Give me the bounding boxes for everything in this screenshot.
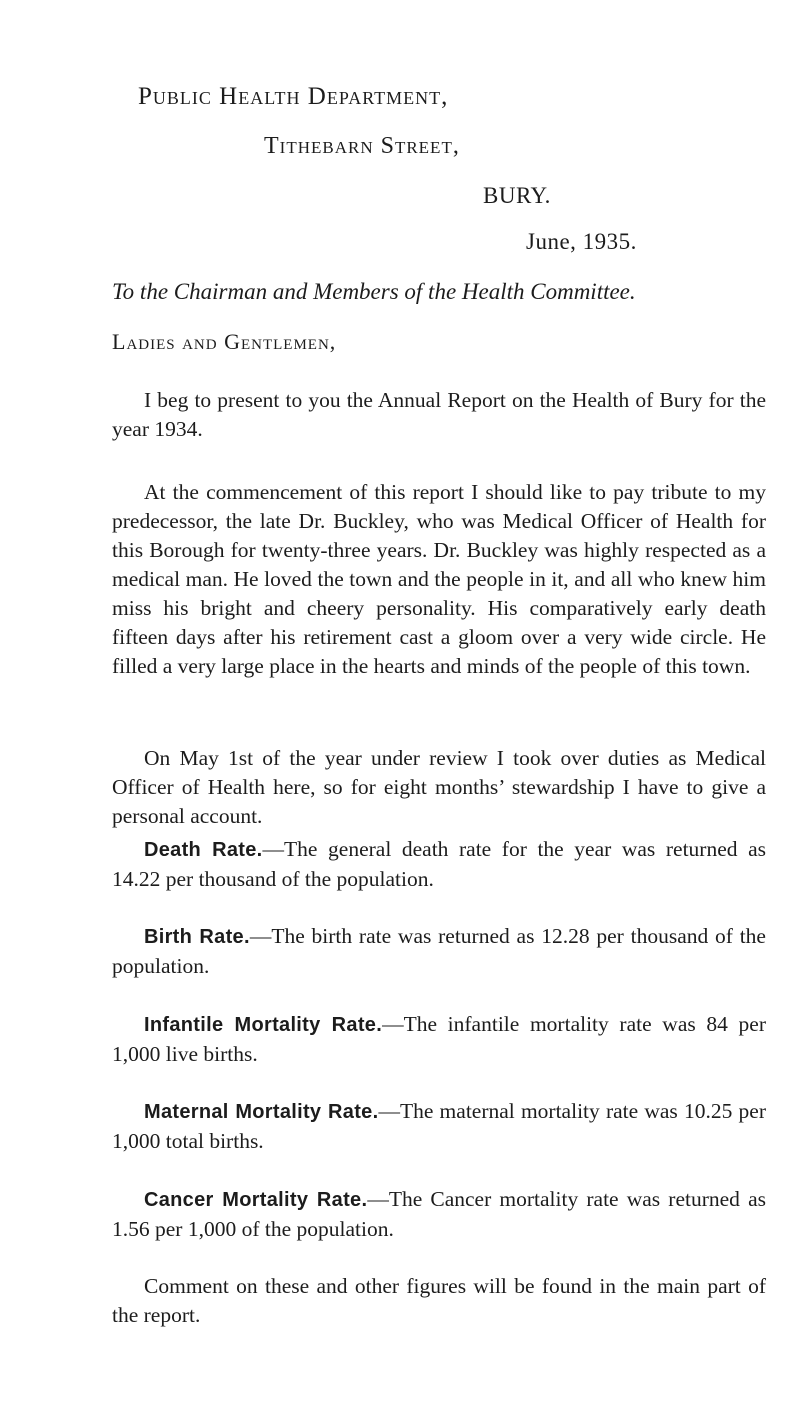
maternal-mortality-text: —The maternal mortality rate was 10.25 per 1,000 total births. (112, 1098, 766, 1153)
intro-paragraph: I beg to present to you the Annual Report on the Health of Bury for the year 1934. (112, 387, 766, 441)
infantile-mortality-text: —The infantile mortality rate was 84 per 1,000 live births. (112, 1011, 766, 1066)
salutation: Ladies and Gentlemen, (112, 329, 337, 354)
cancer-mortality-paragraph (112, 1185, 766, 1244)
town-name: BURY. (483, 183, 551, 208)
maternal-mortality-heading: Maternal Mortality Rate. (144, 1100, 379, 1123)
addressee-line: To the Chairman and Members of the Health Committee. (112, 279, 636, 304)
birth-rate-text: —The birth rate was returned as 12.28 per thousand of the population. (112, 923, 766, 978)
death-rate-heading: Death Rate. (144, 838, 263, 861)
death-rate-text: —The general death rate for the year was returned as 14.22 per thousand of the population. (112, 836, 766, 891)
tribute-paragraph: At the commencement of this report I should like to pay tribute to my predecessor, the late Dr. Buckley, who was Medical Officer of Health for this Borough for twenty-three years. Dr. Buckley was highly respected as a medical man. He loved the town and the people in it, and all who knew him miss his bright and cheery personality. His comparatively early death fifteen days after his retirement cast a gloom over a very wide circle. He filled a very large place in the hearts and minds of the people of this town. (112, 479, 766, 678)
letter-date: June, 1935. (526, 229, 637, 254)
death-rate-paragraph (112, 835, 766, 894)
infantile-mortality-paragraph (112, 1010, 766, 1069)
birth-rate-heading: Birth Rate. (144, 925, 250, 948)
maternal-mortality-paragraph (112, 1097, 766, 1156)
street-address: Tithebarn Street, (264, 133, 460, 159)
department-heading: Public Health Department, (138, 83, 449, 110)
birth-rate-paragraph (112, 922, 766, 981)
closing-paragraph: Comment on these and other figures will be found in the main part of the report. (112, 1273, 766, 1327)
infantile-mortality-heading: Infantile Mortality Rate. (144, 1013, 383, 1036)
cancer-mortality-heading: Cancer Mortality Rate. (144, 1188, 368, 1211)
appointment-paragraph: On May 1st of the year under review I took over duties as Medical Officer of Health here, so for eight months’ stewardship I have to give a personal account. (112, 745, 766, 828)
cancer-mortality-text: —The Cancer mortality rate was returned as 1.56 per 1,000 of the population. (112, 1186, 766, 1241)
